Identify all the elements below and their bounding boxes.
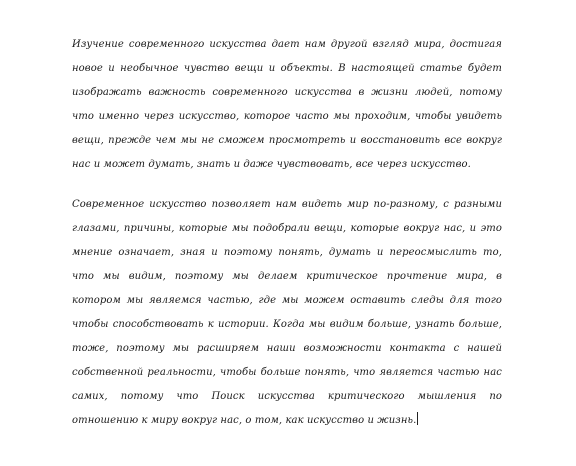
text-cursor	[417, 412, 418, 425]
paragraph-1-text: Изучение современного искусства дает нам другой взгляд мира, достигая новое и необычное чувство вещи и объекты. В настоящей статье будет изображать важность современного искусства в жизни людей, потому что именно через искусство, которое часто мы проходим, чтобы увидеть вещи, прежде чем мы не сможем просмотреть и восстановить все вокруг нас и может думать, знать и даже чувствовать, все через искусство.	[72, 39, 502, 170]
paragraph-2	[72, 193, 502, 433]
document-body[interactable]	[72, 33, 502, 433]
paragraph-1	[72, 33, 502, 177]
paragraph-2-text: Современное искусство позволяет нам видеть мир по-разному, с разными глазами, причины, которые мы подобрали вещи, которые вокруг нас, и это мнение означает, зная и поэтому понять, думать и переосмыслить то, что мы видим, поэтому мы делаем критическое прочтение мира, в котором мы являемся частью, где мы можем оставить следы для того чтобы способствовать к истории. Когда мы видим больше, узнать больше, тоже, поэтому мы расширяем наши возможности контакта с нашей собственной реальности, чтобы больше понять, что является частью нас самих, потому что Поиск искусства критического мышления по отношению к миру вокруг нас, о том, как искусство и жизнь.	[72, 199, 502, 426]
